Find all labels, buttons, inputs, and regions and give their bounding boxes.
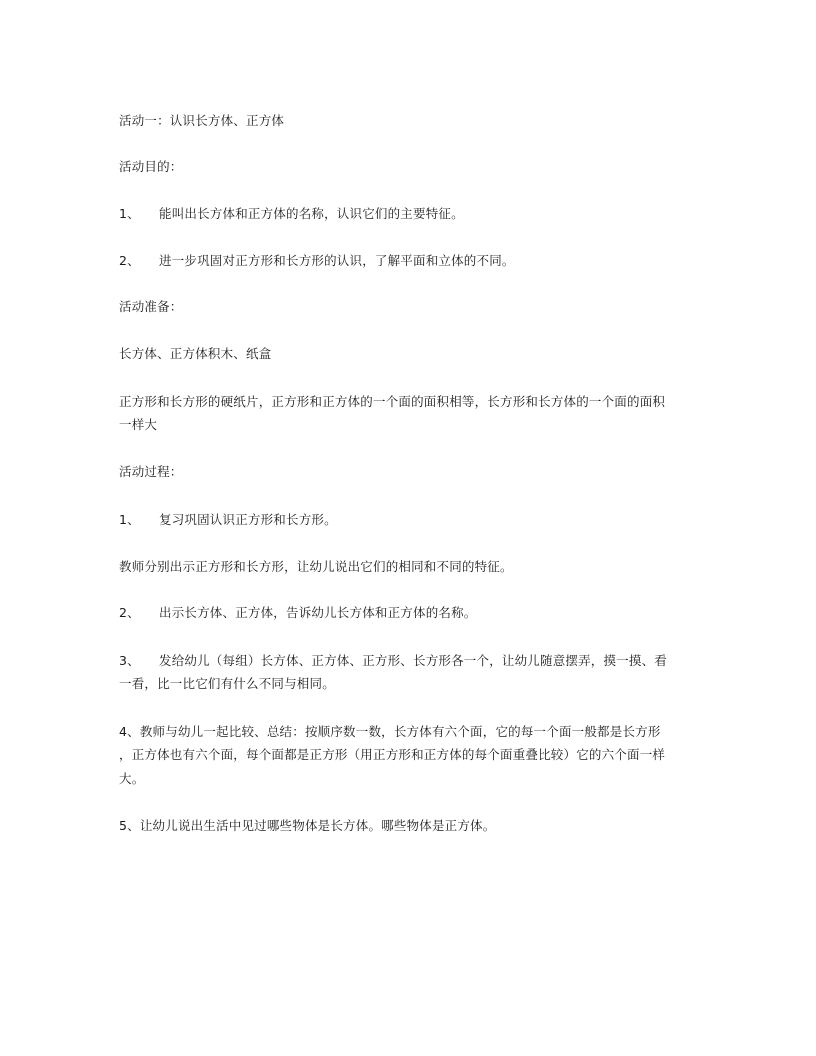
step-1 [119, 508, 694, 531]
step-1-number: 1、 [119, 512, 140, 527]
step-2-text: 出示长方体、正方体，告诉幼儿长方体和正方体的名称。 [159, 605, 477, 620]
prep-label: 活动准备： [119, 299, 183, 314]
goal-item-1-number: 1、 [119, 206, 140, 221]
step-4-line-2: ，正方体也有六个面，每个面都是正方形（用正方形和正方体的每个面重叠比较）它的六个面一样 [119, 747, 666, 762]
prep-item-cards: 正方形和长方形的硬纸片，正方形和正方体的一个面的面积相等，长方形和长方体的一个面的面积 [119, 394, 666, 409]
step-4-line-3: 大。 [119, 771, 145, 786]
step-5: 5、让幼儿说出生活中见过哪些物体是长方体。哪些物体是正方体。 [119, 818, 496, 833]
goal-item-1 [119, 202, 694, 225]
step-4-line-1: 4、教师与幼儿一起比较、总结：按顺序数一数，长方体有六个面，它的每一个面一般都是长方形 [119, 724, 661, 739]
activity-heading: 活动一：认识长方体、正方体 [119, 113, 285, 128]
goal-item-2-text: 进一步巩固对正方形和长方形的认识，了解平面和立体的不同。 [159, 253, 515, 268]
goal-item-1-text: 能叫出长方体和正方体的名称，认识它们的主要特征。 [159, 206, 464, 221]
step-1-text: 复习巩固认识正方形和长方形。 [159, 512, 337, 527]
step-3-text: 发给幼儿（每组）长方体、正方体、正方形、长方形各一个，让幼儿随意摆弄，摸一摸、看 [159, 653, 668, 668]
goal-label: 活动目的： [119, 159, 183, 174]
step-3-cont: 一看，比一比它们有什么不同与相同。 [119, 676, 335, 691]
goal-item-2 [119, 249, 694, 272]
step-3-number: 3、 [119, 653, 140, 668]
goal-item-2-number: 2、 [119, 253, 140, 268]
step-3 [119, 649, 694, 672]
step-1-detail: 教师分别出示正方形和长方形，让幼儿说出它们的相同和不同的特征。 [119, 559, 513, 574]
step-2 [119, 601, 694, 624]
process-label: 活动过程： [119, 464, 183, 479]
prep-item-cards-cont: 一样大 [119, 417, 158, 432]
step-2-number: 2、 [119, 605, 140, 620]
prep-item-materials: 长方体、正方体积木、纸盒 [119, 346, 272, 361]
